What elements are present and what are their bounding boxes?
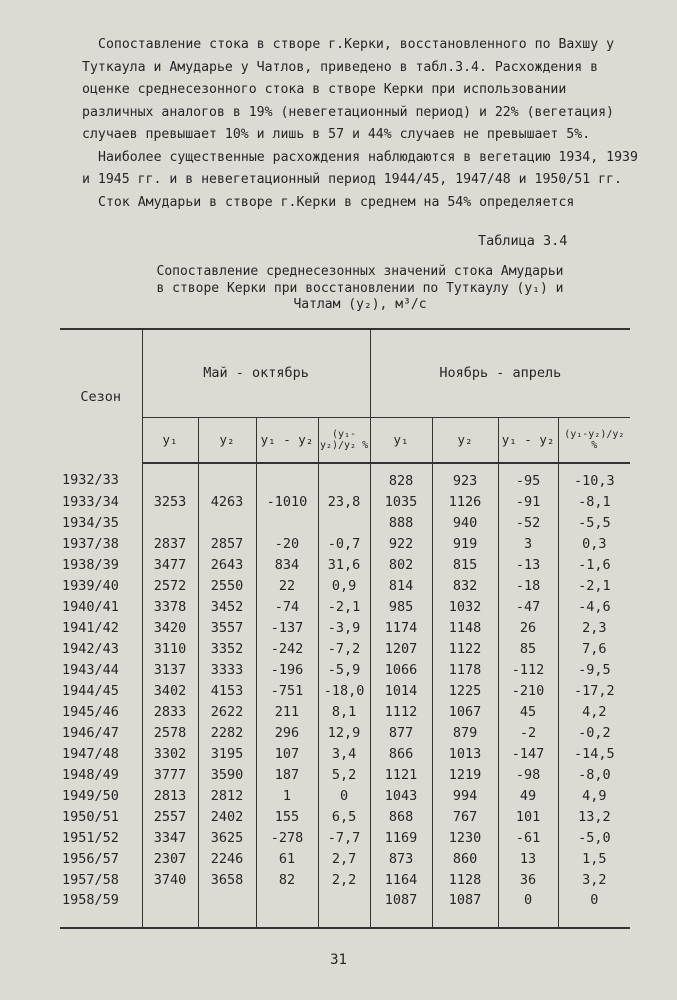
table-cell: 802 (370, 554, 432, 575)
table-row (60, 848, 630, 869)
table-cell: -2 (498, 722, 558, 743)
table-row (60, 827, 630, 848)
data-table (60, 328, 630, 929)
table-cell (256, 890, 318, 928)
table-cell: -20 (256, 533, 318, 554)
table-cell: -10,3 (558, 463, 630, 491)
table-cell: 815 (432, 554, 498, 575)
season-cell: 1958/59 (60, 890, 142, 928)
table-cell: 1126 (432, 491, 498, 512)
table-cell: 3347 (142, 827, 198, 848)
table-cell: 1121 (370, 764, 432, 785)
table-cell: 3658 (198, 869, 256, 890)
season-cell: 1940/41 (62, 598, 119, 615)
table-cell: 2,7 (318, 848, 370, 869)
table-cell: -47 (498, 596, 558, 617)
table-cell: -9,5 (558, 659, 630, 680)
season-cell: 1948/49 (62, 766, 119, 783)
table-cell: 3452 (198, 596, 256, 617)
table-cell: 2813 (142, 785, 198, 806)
table-cell: 3,4 (318, 743, 370, 764)
table-cell: 6,5 (318, 806, 370, 827)
table-cell: 3557 (198, 617, 256, 638)
table-cell: -18 (498, 575, 558, 596)
table-cell: -14,5 (558, 743, 630, 764)
season-cell: 1934/35 (62, 514, 119, 531)
table-cell: 1122 (432, 638, 498, 659)
table-row (60, 869, 630, 890)
table-title-line: Сопоставление среднесезонных значений стока Амударьи (156, 264, 564, 279)
table-cell: 3195 (198, 743, 256, 764)
table-cell: 0 (558, 890, 630, 928)
table-cell: -751 (256, 680, 318, 701)
table-cell: 0 (318, 785, 370, 806)
table-cell: 61 (256, 848, 318, 869)
table-cell: 2643 (198, 554, 256, 575)
column-header: y₁ (370, 417, 432, 463)
table-cell (198, 890, 256, 928)
table-row (60, 890, 630, 928)
table-cell: 82 (256, 869, 318, 890)
table-cell: 3333 (198, 659, 256, 680)
season-cell: 1943/44 (62, 661, 119, 678)
table-cell: 31,6 (318, 554, 370, 575)
table-cell: -196 (256, 659, 318, 680)
table-cell: 1043 (370, 785, 432, 806)
table-cell: -5,0 (558, 827, 630, 848)
table-cell: 2812 (198, 785, 256, 806)
page-number: 31 (330, 952, 347, 968)
column-header: (y₁-y₂)/y₂ % (558, 417, 630, 463)
table-row (60, 680, 630, 701)
table-row (60, 463, 630, 491)
paragraph-2: Наиболее существенные расхождения наблюдаются в вегетацию 1934, 1939 и 1945 гг. и в невегетационный период 1944/45, 1947/48 и 1950/51 гг. (82, 149, 638, 187)
table-cell: 2578 (142, 722, 198, 743)
paragraph-3: Сток Амударьи в створе г.Керки в среднем на 54% определяется (98, 194, 575, 210)
table-cell: 0,9 (318, 575, 370, 596)
table-cell: 211 (256, 701, 318, 722)
column-header: y₁ - y₂ (498, 417, 558, 463)
table-cell (198, 463, 256, 491)
table-cell: -210 (498, 680, 558, 701)
table-cell: 101 (498, 806, 558, 827)
table-cell: -137 (256, 617, 318, 638)
table-cell: 1219 (432, 764, 498, 785)
table-cell: 26 (498, 617, 558, 638)
table-cell (142, 512, 198, 533)
table-cell: 2402 (198, 806, 256, 827)
table-cell: 3420 (142, 617, 198, 638)
table-cell: 767 (432, 806, 498, 827)
season-cell: 1939/40 (62, 577, 119, 594)
table-cell: 23,8 (318, 491, 370, 512)
table-cell (142, 890, 198, 928)
table-cell: 5,2 (318, 764, 370, 785)
table-cell: 3253 (142, 491, 198, 512)
table-cell: 860 (432, 848, 498, 869)
table-cell: 868 (370, 806, 432, 827)
table-cell: 1225 (432, 680, 498, 701)
table-cell: -18,0 (318, 680, 370, 701)
table-cell: 3378 (142, 596, 198, 617)
table-cell: 49 (498, 785, 558, 806)
table-cell (256, 463, 318, 491)
table-row (60, 617, 630, 638)
body-text (82, 34, 642, 214)
paragraph-1: Сопоставление стока в створе г.Керки, восстановленного по Вахшу у Туткаула и Амударье у Чатлов, приведено в табл.3.4. Расхождения в оценке среднесезонного стока в створе Керки при использовании различных аналогов в 19% (невегетационный период) и 22% (вегетация) случаев превышает 10% и лишь в 57 и 44% случаев не превышает 5%. (82, 37, 615, 142)
table-cell: 0 (498, 890, 558, 928)
table-cell: 3777 (142, 764, 198, 785)
table-cell: 36 (498, 869, 558, 890)
season-cell: 1950/51 (62, 808, 119, 825)
table-cell: 866 (370, 743, 432, 764)
table-cell: -8,0 (558, 764, 630, 785)
table-cell: 4263 (198, 491, 256, 512)
table-cell: -7,2 (318, 638, 370, 659)
table-cell: 994 (432, 785, 498, 806)
season-cell: 1938/39 (62, 556, 119, 573)
table-cell: 2857 (198, 533, 256, 554)
table-cell: 919 (432, 533, 498, 554)
period-header-november-april: Ноябрь - апрель (370, 329, 630, 417)
season-cell: 1947/48 (62, 745, 119, 762)
table-row (60, 596, 630, 617)
table-cell: 2,2 (318, 869, 370, 890)
season-header: Сезон (60, 329, 142, 463)
table-cell: -95 (498, 463, 558, 491)
table-cell: -278 (256, 827, 318, 848)
table-cell: 3 (498, 533, 558, 554)
table-cell: 2572 (142, 575, 198, 596)
table-cell: 2307 (142, 848, 198, 869)
table-row (60, 659, 630, 680)
table-cell: 2550 (198, 575, 256, 596)
table-row (60, 806, 630, 827)
table-cell: -74 (256, 596, 318, 617)
table-cell: -2,1 (318, 596, 370, 617)
table-cell: 922 (370, 533, 432, 554)
season-cell: 1941/42 (62, 619, 119, 636)
table-cell: 923 (432, 463, 498, 491)
table-cell: -7,7 (318, 827, 370, 848)
table-cell: -4,6 (558, 596, 630, 617)
table-cell: 3110 (142, 638, 198, 659)
table-cell: 3740 (142, 869, 198, 890)
table-cell: 832 (432, 575, 498, 596)
table-cell: 1128 (432, 869, 498, 890)
table-cell: 1178 (432, 659, 498, 680)
table-cell: 13 (498, 848, 558, 869)
table-cell: -52 (498, 512, 558, 533)
table-cell: 1 (256, 785, 318, 806)
table-cell (318, 463, 370, 491)
table-cell: 2833 (142, 701, 198, 722)
table-cell (142, 463, 198, 491)
table-cell: 3477 (142, 554, 198, 575)
table-cell: -3,9 (318, 617, 370, 638)
table-cell: 1169 (370, 827, 432, 848)
table-cell: 2282 (198, 722, 256, 743)
table-cell (318, 890, 370, 928)
table-cell: 1035 (370, 491, 432, 512)
table-cell: 3625 (198, 827, 256, 848)
table-cell: 187 (256, 764, 318, 785)
column-header: (y₁-y₂)/y₂ % (318, 417, 370, 463)
table-cell: 45 (498, 701, 558, 722)
table-cell: 1207 (370, 638, 432, 659)
table-cell: 1032 (432, 596, 498, 617)
table-cell: -2,1 (558, 575, 630, 596)
table-cell (256, 512, 318, 533)
season-cell: 1944/45 (62, 682, 119, 699)
table-title-line: Чатлам (y₂), м³/с (293, 297, 427, 312)
table-cell: 13,2 (558, 806, 630, 827)
table-cell: -147 (498, 743, 558, 764)
table-cell: -8,1 (558, 491, 630, 512)
season-cell: 1933/34 (62, 493, 119, 510)
table-cell: 879 (432, 722, 498, 743)
season-cell: 1932/33 (62, 472, 119, 488)
table-cell: 3137 (142, 659, 198, 680)
period-header-may-october: Май - октябрь (142, 329, 370, 417)
table-row (60, 722, 630, 743)
table-cell: 3,2 (558, 869, 630, 890)
season-cell: 1957/58 (62, 871, 119, 888)
season-cell: 1942/43 (62, 640, 119, 657)
table-cell: -0,2 (558, 722, 630, 743)
table-cell: 1067 (432, 701, 498, 722)
column-header: y₁ - y₂ (256, 417, 318, 463)
table-cell: -5,5 (558, 512, 630, 533)
table-row (60, 491, 630, 512)
table-cell: 985 (370, 596, 432, 617)
table-cell: 1087 (370, 890, 432, 928)
table-cell: 888 (370, 512, 432, 533)
table-row (60, 533, 630, 554)
table-row (60, 512, 630, 533)
season-cell: 1945/46 (62, 703, 119, 720)
table-cell (318, 512, 370, 533)
table-cell: -5,9 (318, 659, 370, 680)
table-cell: 4,2 (558, 701, 630, 722)
table-cell: 1230 (432, 827, 498, 848)
table-cell: 1014 (370, 680, 432, 701)
column-header: y₁ (142, 417, 198, 463)
table-cell: -17,2 (558, 680, 630, 701)
table-cell: 1013 (432, 743, 498, 764)
table-cell: 877 (370, 722, 432, 743)
table-cell: 4153 (198, 680, 256, 701)
table-cell: 3402 (142, 680, 198, 701)
table-cell: 2837 (142, 533, 198, 554)
table-cell: 3590 (198, 764, 256, 785)
table-cell (198, 512, 256, 533)
table-cell: -1,6 (558, 554, 630, 575)
season-cell: 1951/52 (62, 829, 119, 846)
season-cell: 1937/38 (62, 535, 119, 552)
table-cell: -61 (498, 827, 558, 848)
table-title-line: в створе Керки при восстановлении по Туткаулу (y₁) и (156, 280, 564, 296)
table-body (60, 463, 630, 928)
table-cell: 8,1 (318, 701, 370, 722)
table-cell: 1148 (432, 617, 498, 638)
table-row (60, 701, 630, 722)
table-cell: 107 (256, 743, 318, 764)
table-cell: 2246 (198, 848, 256, 869)
table-row (60, 575, 630, 596)
table-cell: 85 (498, 638, 558, 659)
table-cell: 3352 (198, 638, 256, 659)
table-cell: 940 (432, 512, 498, 533)
table-cell: 1174 (370, 617, 432, 638)
table-cell: 7,6 (558, 638, 630, 659)
table-cell: -98 (498, 764, 558, 785)
table-cell: -112 (498, 659, 558, 680)
table-cell: 3302 (142, 743, 198, 764)
season-cell: 1956/57 (62, 850, 119, 867)
table-cell: -242 (256, 638, 318, 659)
table-number: Таблица 3.4 (478, 233, 568, 249)
table-cell: 12,9 (318, 722, 370, 743)
table-row (60, 554, 630, 575)
table-row (60, 638, 630, 659)
column-header: y₂ (198, 417, 256, 463)
table-cell: 4,9 (558, 785, 630, 806)
table-cell: 1,5 (558, 848, 630, 869)
table-cell: 1066 (370, 659, 432, 680)
table-cell: 2,3 (558, 617, 630, 638)
table-row (60, 743, 630, 764)
table-cell: 22 (256, 575, 318, 596)
table-cell: 1112 (370, 701, 432, 722)
table-title (100, 264, 620, 314)
table-row (60, 785, 630, 806)
table-cell: -13 (498, 554, 558, 575)
table-cell: 296 (256, 722, 318, 743)
table-cell: 2557 (142, 806, 198, 827)
season-cell: 1949/50 (62, 787, 119, 804)
season-cell: 1946/47 (62, 724, 119, 741)
table-cell: -0,7 (318, 533, 370, 554)
column-header: y₂ (432, 417, 498, 463)
table-cell: 155 (256, 806, 318, 827)
table-row (60, 764, 630, 785)
table-cell: 814 (370, 575, 432, 596)
table-cell: 2622 (198, 701, 256, 722)
table-cell: 834 (256, 554, 318, 575)
table-cell: -1010 (256, 491, 318, 512)
table-cell: 828 (370, 463, 432, 491)
table-cell: -91 (498, 491, 558, 512)
table-cell: 1087 (432, 890, 498, 928)
table-cell: 1164 (370, 869, 432, 890)
table-cell: 873 (370, 848, 432, 869)
table-cell: 0,3 (558, 533, 630, 554)
